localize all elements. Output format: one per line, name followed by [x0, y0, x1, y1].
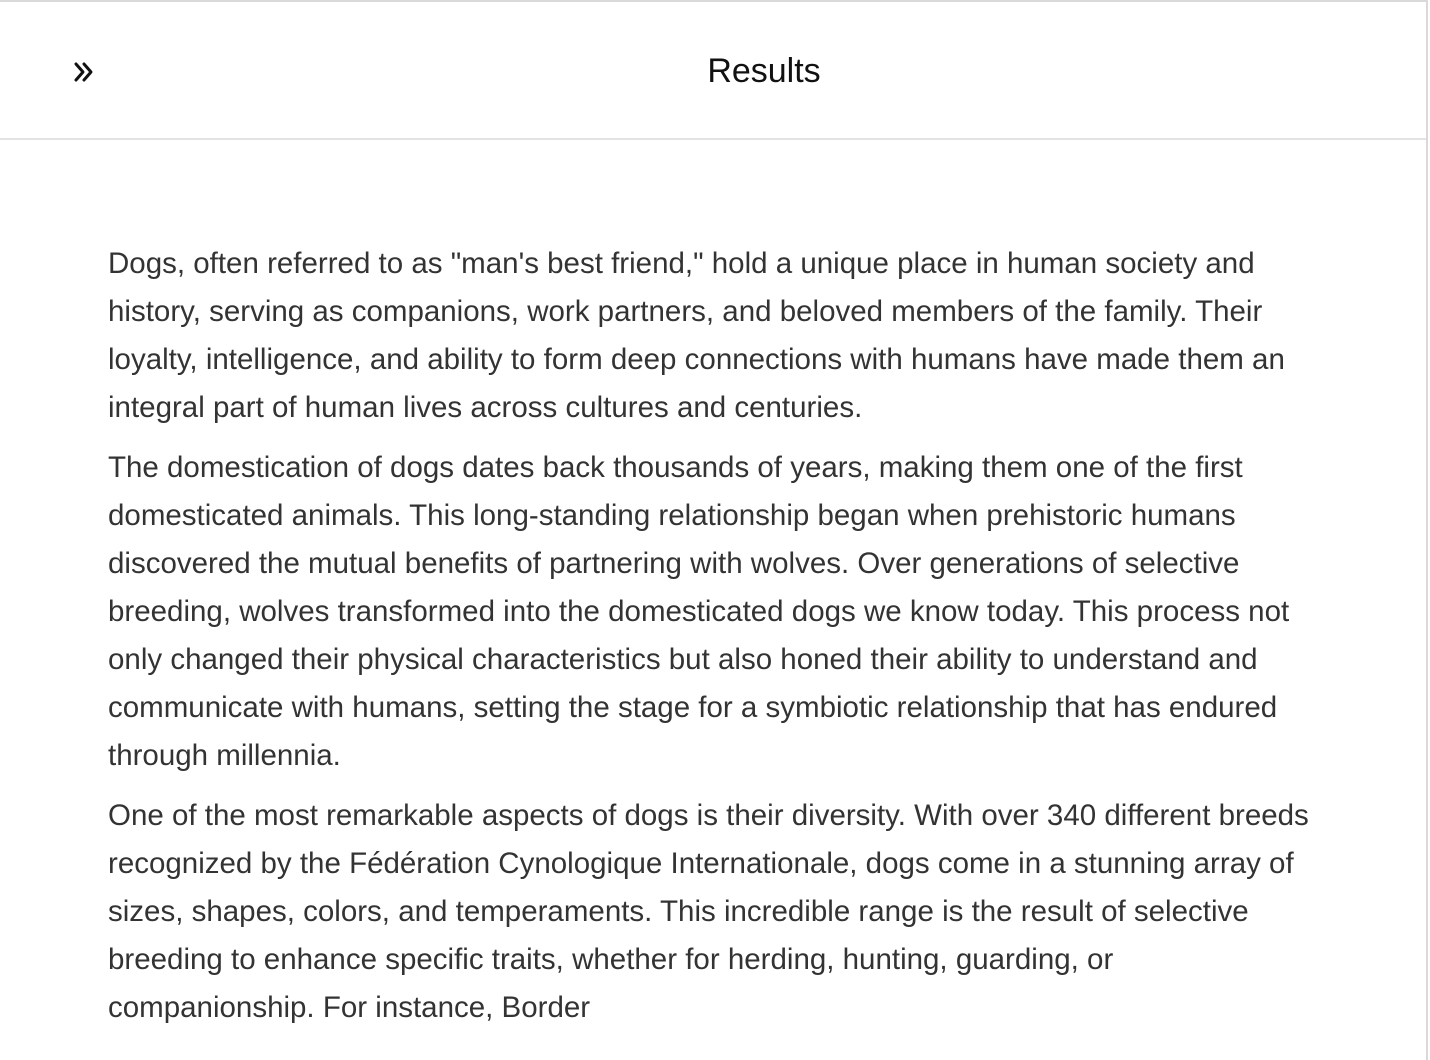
results-content — [108, 240, 1318, 1044]
paragraph: Dogs, often referred to as "man's best friend," hold a unique place in human society and history, serving as companions, work partners, and beloved members of the family. Their loyalty, intelligence, and ability to form deep connections with humans have made them an integral part of human lives across cultures and centuries. — [108, 247, 1285, 424]
paragraph: The domestication of dogs dates back thousands of years, making them one of the first domesticated animals. This long-standing relationship began when prehistoric humans discovered the mutual benefits of partnering with wolves. Over generations of selective breeding, wolves transformed into the domesticated dogs we know today. This process not only changed their physical characteristics but also honed their ability to understand and communicate with humans, setting the stage for a symbiotic relationship that has endured through millennia. — [108, 451, 1290, 772]
paragraph: One of the most remarkable aspects of dogs is their diversity. With over 340 different breeds recognized by the Fédération Cynologique Internationale, dogs come in a stunning array of sizes, shapes, colors, and temperaments. This incredible range is the result of selective breeding to enhance specific traits, whether for herding, hunting, guarding, or companionship. For instance, Border — [108, 799, 1309, 1024]
page-title: Results — [707, 52, 821, 90]
panel-header — [0, 2, 1426, 140]
